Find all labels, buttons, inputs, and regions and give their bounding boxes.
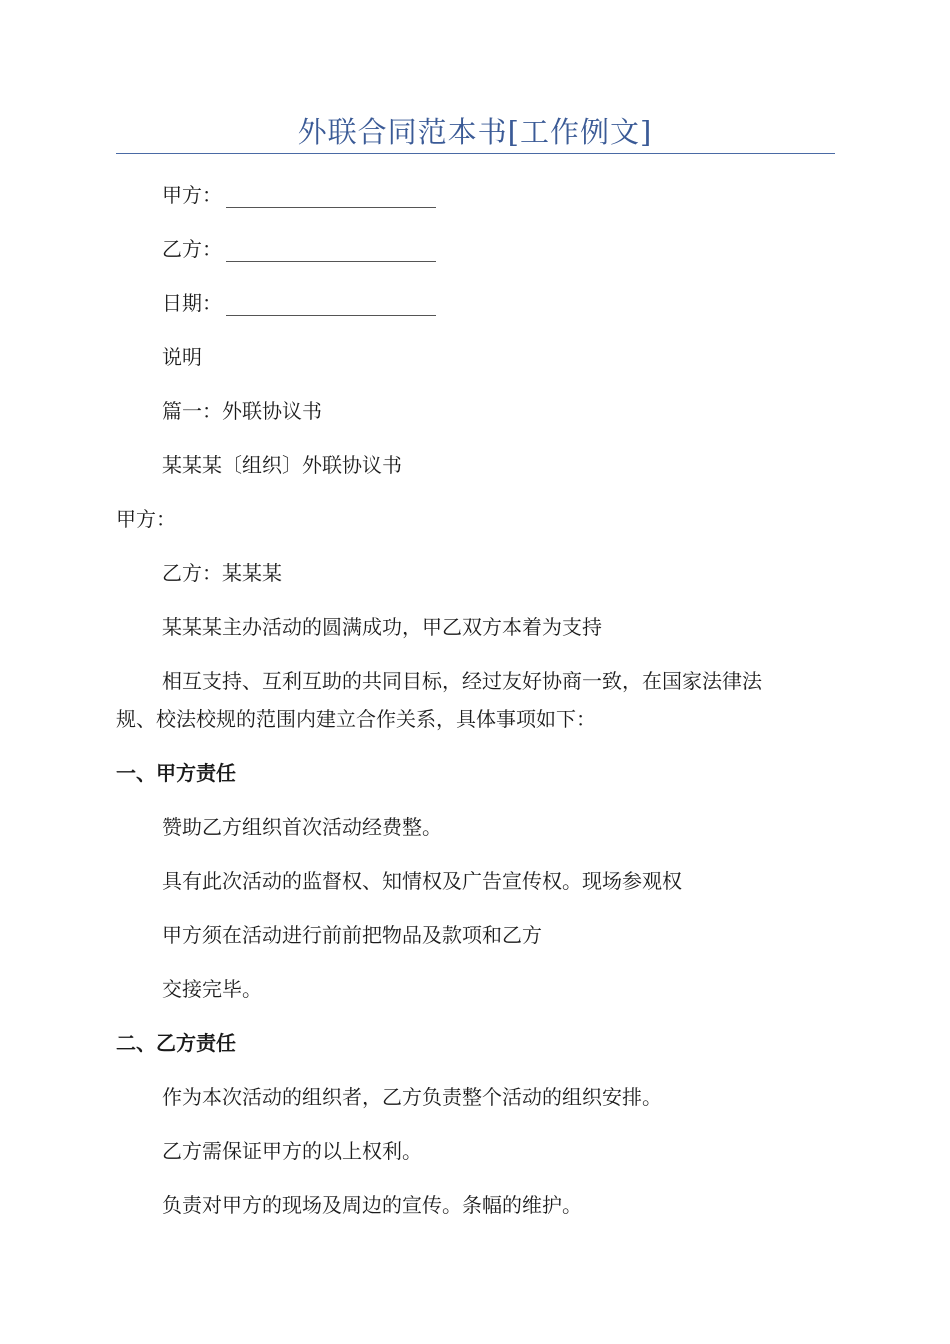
section-2-item-2: 乙方需保证甲方的以上权利。	[162, 1139, 422, 1163]
date-label: 日期：	[162, 291, 222, 315]
section-1-item-4: 交接完毕。	[162, 977, 262, 1001]
section-1-item-1: 赞助乙方组织首次活动经费整。	[162, 815, 442, 839]
section-1-item-2: 具有此次活动的监督权、知情权及广告宣传权。现场参观权	[162, 869, 682, 893]
intro-paragraph-1: 某某某主办活动的圆满成功，甲乙双方本着为支持	[162, 615, 602, 639]
document-title: 外联合同范本书[工作例文]	[297, 115, 653, 149]
intro-paragraph-2-line-2: 规、校法校规的范围内建立合作关系，具体事项如下：	[116, 707, 596, 731]
section-1-item-3: 甲方须在活动进行前前把物品及款项和乙方	[162, 923, 542, 947]
party-a-blank	[226, 187, 436, 208]
section-2-heading: 二、乙方责任	[116, 1031, 236, 1055]
agreement-title: 某某某〔组织〕外联协议书	[162, 453, 402, 477]
party-b-line: 乙方：某某某	[162, 561, 282, 585]
section-1-heading: 一、甲方责任	[116, 761, 236, 785]
party-a-label: 甲方：	[162, 183, 222, 207]
section-2-item-1: 作为本次活动的组织者，乙方负责整个活动的组织安排。	[162, 1085, 662, 1109]
section-2-item-3: 负责对甲方的现场及周边的宣传。条幅的维护。	[162, 1193, 582, 1217]
date-field	[162, 289, 436, 317]
party-a-field	[162, 181, 436, 209]
party-b-label: 乙方：	[162, 237, 222, 261]
date-blank	[226, 295, 436, 316]
chapter-heading: 篇一：外联协议书	[162, 399, 322, 423]
party-b-blank	[226, 241, 436, 262]
intro-paragraph-2-line-1: 相互支持、互利互助的共同目标，经过友好协商一致，在国家法律法	[162, 669, 762, 693]
party-a-line: 甲方：	[116, 507, 176, 531]
party-b-field	[162, 235, 436, 263]
note-paragraph: 说明	[162, 345, 202, 369]
title-underline	[116, 153, 835, 154]
